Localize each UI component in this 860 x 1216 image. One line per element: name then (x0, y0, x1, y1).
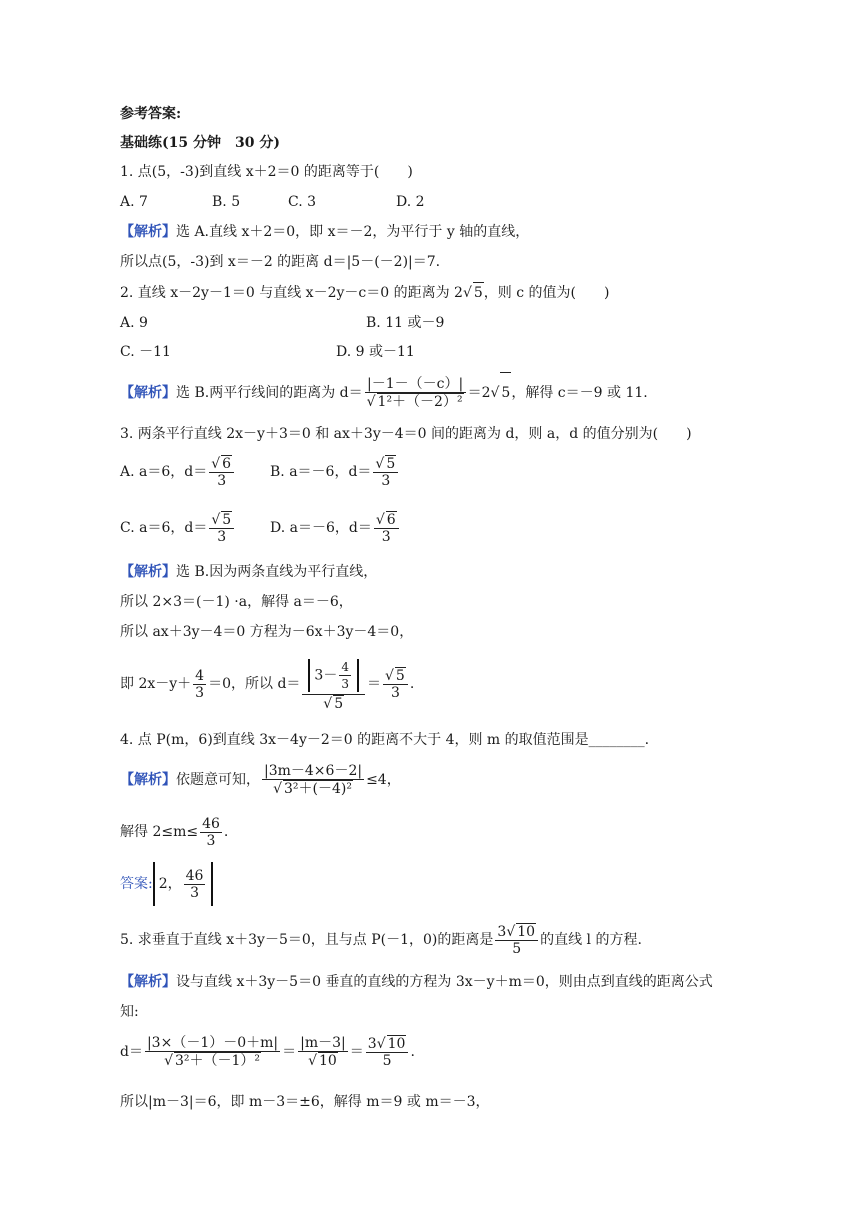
q5-sol2-pre: d＝ (120, 1044, 143, 1060)
q5-stem-den: 5 (512, 941, 522, 957)
q3-solution-line4 (120, 654, 414, 714)
q3-abs-num: 4 (341, 659, 349, 674)
q3-res-den: 3 (390, 685, 400, 701)
q2-sol-post: ，解得 c＝－9 或 11. (511, 385, 648, 401)
q3-b-rad: 5 (386, 456, 396, 472)
q1-solution-line2: 所以点(5，-3)到 x＝－2 的距离 d＝|5－(－2)|＝7. (120, 254, 441, 270)
q2-frac-den: 1²＋（－2）² (377, 394, 463, 410)
q4-frac-den: 3²＋(－4)² (284, 781, 352, 797)
q5-mid-den: 10 (319, 1053, 337, 1069)
q2-option-c: C. －11 (120, 344, 171, 360)
q2-sol-radicand: 5 (500, 372, 511, 413)
q3-a-fraction (209, 455, 234, 489)
sqrt-icon: √ (211, 512, 221, 528)
q3-b-den: 3 (381, 473, 391, 489)
q5-distance-fraction (145, 1035, 280, 1069)
sqrt-icon: √ (506, 924, 516, 940)
section-title: 基础练(15 分钟 30 分) (120, 135, 280, 151)
q4-bound-den: 3 (206, 832, 216, 849)
q3-solution-line2: 所以 2×3＝(－1) ·a，解得 a＝－6， (120, 594, 353, 610)
q2-stem-pre: 2. 直线 x－2y－1＝0 与直线 x－2y－c＝0 的距离为 2 (120, 285, 463, 301)
q3-result-fraction (383, 667, 408, 701)
sqrt-icon: √ (164, 1053, 173, 1069)
q5-frac-den: 3²＋（－1）² (174, 1053, 261, 1069)
q5-res-coef: 3 (367, 1036, 377, 1052)
q5-res-rad: 10 (387, 1036, 406, 1052)
sqrt-icon: √ (308, 1053, 317, 1069)
q4-distance-fraction (262, 763, 364, 797)
interval-right-den: 3 (190, 884, 200, 901)
q3-c-pre: C. a＝6，d＝ (120, 520, 208, 536)
interval-left: 2， (158, 876, 182, 892)
answer-label: 答案: (120, 876, 153, 892)
q3-solution-line1 (120, 562, 377, 582)
q3-sol4-eq: ＝ (366, 676, 381, 692)
q3-d-den: 3 (381, 529, 391, 545)
q5-solution-line2 (120, 1030, 415, 1074)
q3-b-pre: B. a＝－6，d＝ (270, 464, 372, 480)
q5-stem (120, 920, 642, 960)
q4-answer (120, 862, 213, 906)
q5-solution-line1b: 知: (120, 1004, 139, 1020)
q3-stem: 3. 两条平行直线 2x－y＋3＝0 和 ax＋3y－4＝0 间的距离为 d，则 a，d 的值分别为( ) (120, 426, 692, 442)
q5-stem-rad: 10 (517, 924, 536, 940)
q3-sol4-pre: 即 2x－y＋ (120, 676, 192, 692)
sqrt-icon: √ (273, 781, 283, 797)
q3-sol4-mid: ＝0，所以 d＝ (208, 676, 301, 692)
sqrt-icon: √ (462, 285, 472, 301)
q5-sol2-end: . (410, 1044, 415, 1060)
sqrt-icon: √ (375, 456, 385, 472)
q4-sol-post: ≤4， (366, 772, 401, 788)
q5-solution-line1 (120, 972, 713, 992)
q2-stem (120, 282, 609, 303)
q3-option-a (120, 452, 236, 492)
q5-mid-fraction (298, 1035, 348, 1069)
q3-b-fraction (373, 455, 398, 489)
q5-eq2: ＝ (349, 1044, 364, 1060)
analysis-tag: 【解析】 (120, 974, 176, 990)
q1-option-b: B. 5 (212, 194, 241, 210)
q5-mid-num: |m－3| (300, 1035, 346, 1051)
q3-option-b (270, 452, 400, 492)
q5-solution-line3: 所以|m－3|＝6，即 m－3＝±6，解得 m＝9 或 m＝－3， (120, 1094, 490, 1110)
q5-stem-coef: 3 (497, 924, 507, 940)
q3-solution-line3: 所以 ax＋3y－4＝0 方程为－6x＋3y－4＝0， (120, 624, 414, 640)
q2-stem-radicand: 5 (473, 282, 484, 303)
q3-res-rad: 5 (395, 668, 405, 684)
q5-frac-num: |3×（－1）－0＋m| (146, 1035, 279, 1051)
q3-abs-pre: 3－ (314, 667, 338, 683)
q3-option-c (120, 508, 236, 548)
analysis-tag: 【解析】 (120, 564, 176, 580)
q1-option-a: A. 7 (120, 194, 148, 210)
q5-res-den: 5 (382, 1053, 392, 1069)
q2-option-a: A. 9 (120, 315, 148, 331)
q3-a-den: 3 (217, 473, 227, 489)
q5-stem-post: 的直线 l 的方程. (540, 932, 642, 948)
q5-stem-pre: 5. 求垂直于直线 x＋3y－5＝0，且与点 P(－1，0)的距离是 (120, 932, 494, 948)
q4-bound-fraction (200, 816, 222, 849)
sqrt-icon: √ (366, 394, 376, 410)
q2-solution (120, 372, 648, 413)
q4-sol2-post: . (223, 824, 229, 840)
analysis-tag: 【解析】 (120, 385, 176, 401)
q2-stem-post: ，则 c 的值为( ) (483, 285, 610, 301)
q1-option-c: C. 3 (288, 194, 317, 210)
q3-abs-den: 3 (341, 676, 349, 691)
q1-sol1: 选 A.直线 x＋2＝0，即 x＝－2，为平行于 y 轴的直线， (176, 224, 530, 240)
interval-right-num: 46 (185, 867, 204, 884)
q4-solution-line1 (120, 758, 401, 802)
abs-value (308, 659, 359, 692)
q4-solution-line2 (120, 812, 228, 852)
interval (153, 862, 214, 906)
sqrt-icon: √ (384, 668, 394, 684)
q1-solution-line1 (120, 222, 529, 242)
q3-d-fraction (374, 511, 399, 545)
q2-sol-mid: ＝2 (467, 385, 491, 401)
q3-sol4-num: 4 (195, 667, 205, 684)
q4-frac-num: |3m－4×6－2| (264, 763, 363, 779)
q2-option-d: D. 9 或－11 (336, 344, 415, 360)
q3-sol4-end: . (409, 676, 415, 692)
q3-sol4-frac (193, 668, 206, 701)
q2-option-b: B. 11 或－9 (366, 315, 445, 331)
q3-c-fraction (209, 511, 234, 545)
q2-sol-pre: 选 B.两平行线间的距离为 d＝ (176, 385, 363, 401)
q3-sol1: 选 B.因为两条直线为平行直线， (176, 564, 378, 580)
q2-frac-num: |－1－（－c）| (365, 376, 466, 393)
q5-stem-fraction (495, 923, 538, 957)
answer-heading: 参考答案: (120, 106, 182, 122)
q4-sol-pre: 依题意可知， (176, 772, 260, 788)
q3-c-den: 3 (217, 529, 227, 545)
q3-c-rad: 5 (222, 512, 232, 528)
q3-d-pre: D. a＝－6，d＝ (270, 520, 372, 536)
q3-option-d (270, 508, 401, 548)
q3-sol4-den: 3 (195, 684, 205, 701)
q4-sol2-pre: 解得 2≤m≤ (120, 824, 199, 840)
analysis-tag: 【解析】 (120, 224, 176, 240)
q4-stem: 4. 点 P(m，6)到直线 3x－4y－2＝0 的距离不大于 4，则 m 的取值范围是________. (120, 732, 650, 748)
q5-sol1: 设与直线 x＋3y－5＝0 垂直的直线的方程为 3x－y＋m＝0，则由点到直线的距离公式 (176, 974, 713, 990)
sqrt-icon: √ (211, 456, 221, 472)
q1-stem: 1. 点(5，-3)到直线 x＋2＝0 的距离等于( ) (120, 164, 413, 180)
q3-distance-fraction (302, 657, 365, 712)
sqrt-icon: √ (323, 695, 333, 712)
sqrt-icon: √ (375, 512, 385, 528)
q4-bound-num: 46 (202, 815, 220, 832)
q2-distance-fraction (365, 376, 466, 410)
analysis-tag: 【解析】 (120, 772, 176, 788)
sqrt-icon: √ (490, 385, 500, 401)
q5-result-fraction (366, 1035, 409, 1069)
sqrt-icon: √ (376, 1036, 386, 1052)
q3-sol4-den-rad: 5 (334, 695, 344, 712)
q5-eq1: ＝ (282, 1044, 297, 1060)
q3-a-pre: A. a＝6，d＝ (120, 464, 208, 480)
q3-a-rad: 6 (222, 456, 232, 472)
q3-d-rad: 6 (386, 512, 396, 528)
q1-option-d: D. 2 (396, 194, 425, 210)
